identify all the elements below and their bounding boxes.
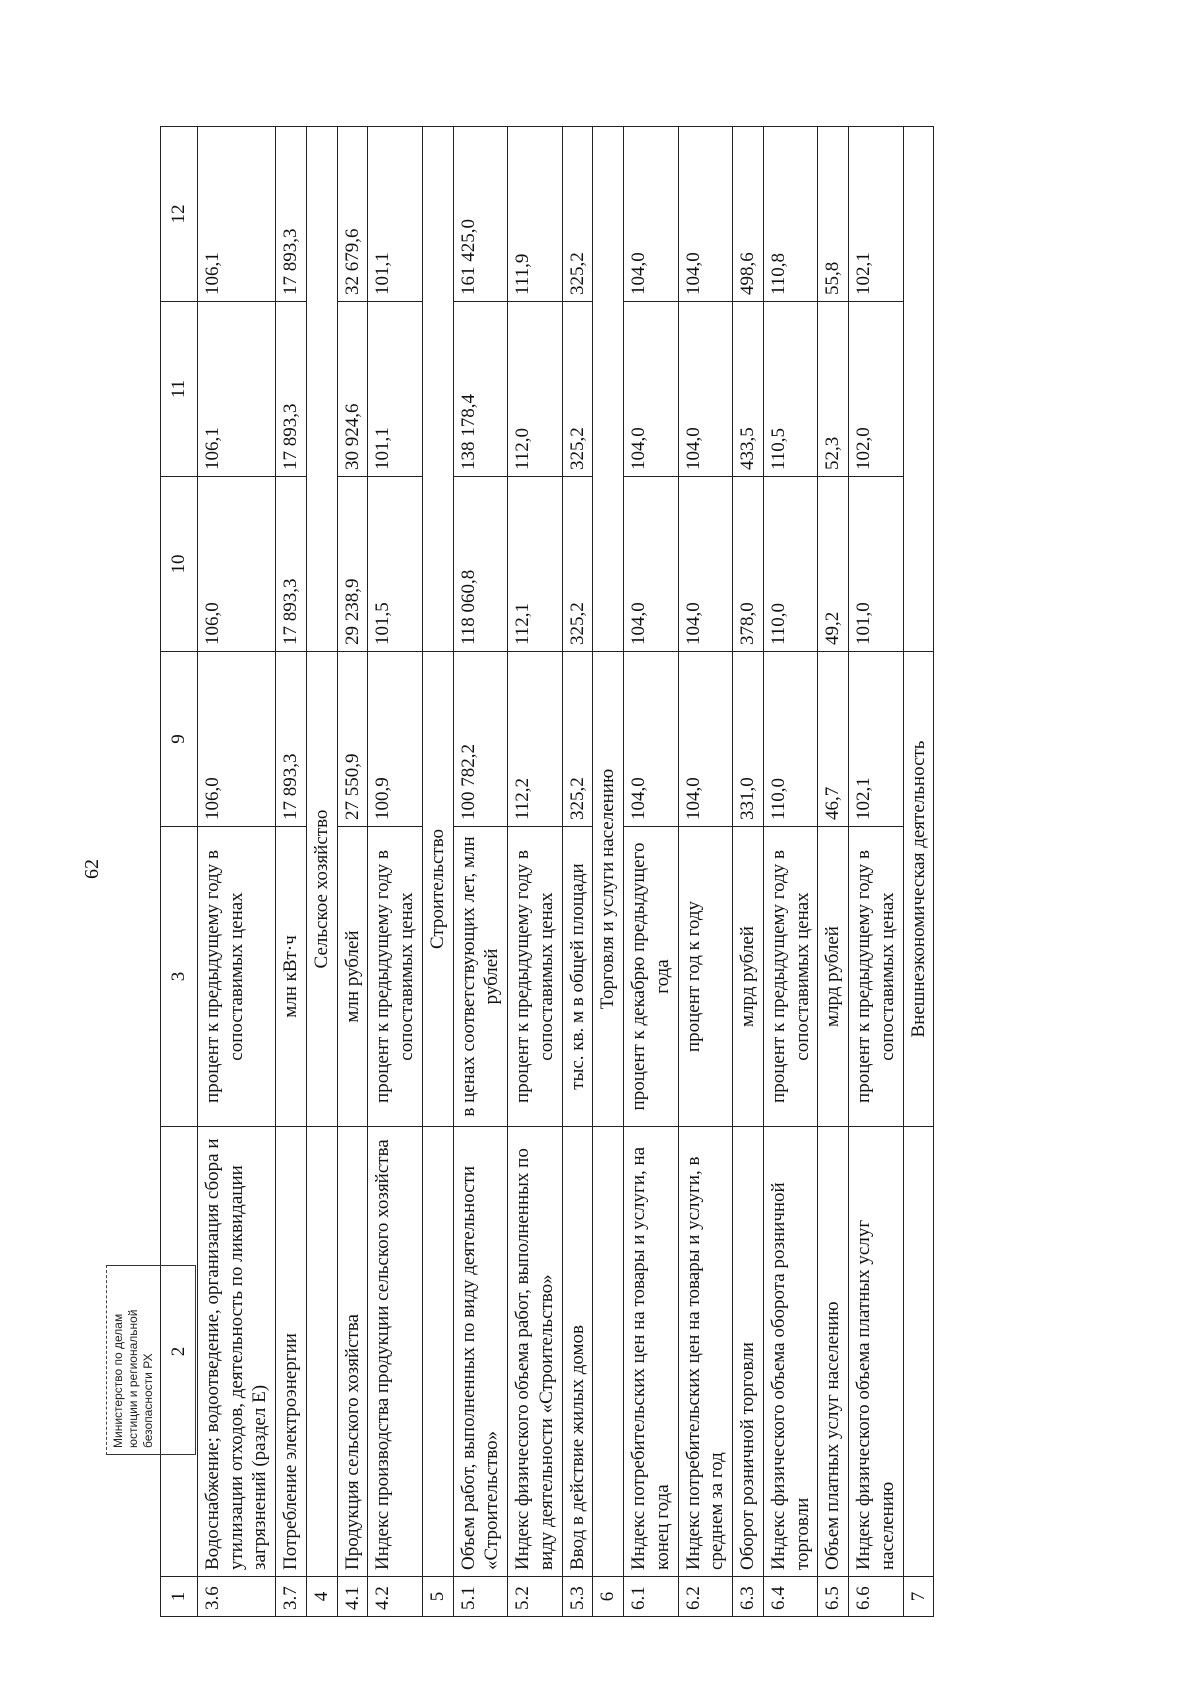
row-number: 5.3 [562, 1577, 593, 1617]
header-cell: 2 [161, 1127, 198, 1577]
value-cell: 325,2 [562, 302, 593, 477]
table-row [368, 127, 423, 1617]
value-cell: 102,1 [849, 127, 904, 302]
indicator-name: Индекс потребительских цен на товары и услуги, в среднем за год [678, 1127, 733, 1577]
page-number: 62 [81, 859, 103, 879]
row-number: 6.3 [733, 1577, 764, 1617]
section-number: 7 [903, 1577, 934, 1617]
unit-of-measure: процент к предыдущему году в сопоставимых ценах [368, 827, 423, 1127]
value-cell: 46,7 [818, 652, 849, 827]
empty-cell [903, 1127, 934, 1577]
table-row [453, 127, 508, 1617]
section-title: Строительство [422, 652, 453, 1127]
value-cell: 101,1 [368, 127, 423, 302]
value-cell: 110,0 [763, 652, 818, 827]
value-cell: 100 782,2 [453, 652, 508, 827]
empty-cell [306, 1127, 337, 1577]
unit-of-measure: процент к декабрю предыдущего года [624, 827, 679, 1127]
value-cell: 104,0 [678, 302, 733, 477]
empty-cell [593, 127, 624, 652]
value-cell: 27 550,9 [337, 652, 368, 827]
row-number: 3.6 [197, 1577, 275, 1617]
section-row [593, 127, 624, 1617]
table-row [678, 127, 733, 1617]
value-cell: 433,5 [733, 302, 764, 477]
indicator-name: Оборот розничной торговли [733, 1127, 764, 1577]
row-number: 6.4 [763, 1577, 818, 1617]
indicator-name: Объем работ, выполненных по виду деятельности «Строительство» [453, 1127, 508, 1577]
value-cell: 111,9 [508, 127, 563, 302]
value-cell: 104,0 [678, 127, 733, 302]
indicator-name: Индекс физического объема платных услуг населению [849, 1127, 904, 1577]
header-cell: 1 [161, 1577, 198, 1617]
value-cell: 17 893,3 [276, 127, 307, 302]
row-number: 6.5 [818, 1577, 849, 1617]
empty-cell [306, 127, 337, 652]
stamp-line: безопасности РХ [141, 1353, 155, 1448]
value-cell: 325,2 [562, 127, 593, 302]
indicators-table [160, 126, 934, 1617]
value-cell: 106,1 [197, 302, 275, 477]
header-cell: 10 [161, 477, 198, 652]
value-cell: 161 425,0 [453, 127, 508, 302]
table-row [624, 127, 679, 1617]
value-cell: 100,9 [368, 652, 423, 827]
indicator-name: Водоснабжение; водоотведение, организация сбора и утилизации отходов, деятельность по ликвидации загрязнений (раздел E) [197, 1127, 275, 1577]
unit-of-measure: млрд рублей [733, 827, 764, 1127]
value-cell: 102,1 [849, 652, 904, 827]
header-cell: 9 [161, 652, 198, 827]
indicator-name: Продукция сельского хозяйства [337, 1127, 368, 1577]
value-cell: 101,5 [368, 477, 423, 652]
unit-of-measure: млрд рублей [818, 827, 849, 1127]
unit-of-measure: процент к предыдущему году в сопоставимых ценах [508, 827, 563, 1127]
value-cell: 104,0 [624, 652, 679, 827]
value-cell: 52,3 [818, 302, 849, 477]
value-cell: 325,2 [562, 477, 593, 652]
value-cell: 104,0 [678, 477, 733, 652]
value-cell: 106,0 [197, 477, 275, 652]
table-row [276, 127, 307, 1617]
row-number: 6.6 [849, 1577, 904, 1617]
value-cell: 106,0 [197, 652, 275, 827]
unit-of-measure: в ценах соответствующих лет, млн рублей [453, 827, 508, 1127]
empty-cell [903, 127, 934, 652]
section-row [422, 127, 453, 1617]
empty-cell [422, 1127, 453, 1577]
registration-stamp [106, 1265, 196, 1455]
value-cell: 101,0 [849, 477, 904, 652]
stamp-line: Министерство по делам [111, 1313, 125, 1448]
row-number: 5.1 [453, 1577, 508, 1617]
value-cell: 112,1 [508, 477, 563, 652]
unit-of-measure: процент к предыдущему году в сопоставимых ценах [197, 827, 275, 1127]
row-number: 6.1 [624, 1577, 679, 1617]
row-number: 3.7 [276, 1577, 307, 1617]
value-cell: 112,2 [508, 652, 563, 827]
value-cell: 118 060,8 [453, 477, 508, 652]
unit-of-measure: тыс. кв. м в общей площади [562, 827, 593, 1127]
row-number: 6.2 [678, 1577, 733, 1617]
value-cell: 498,6 [733, 127, 764, 302]
value-cell: 104,0 [624, 302, 679, 477]
table-row [337, 127, 368, 1617]
header-cell: 3 [161, 827, 198, 1127]
value-cell: 17 893,3 [276, 652, 307, 827]
stamp-line: юстиции и региональной [126, 1309, 140, 1448]
section-number: 4 [306, 1577, 337, 1617]
table-row [733, 127, 764, 1617]
empty-cell [593, 1127, 624, 1577]
empty-cell [422, 127, 453, 652]
table-row [197, 127, 275, 1617]
indicator-name: Индекс производства продукции сельского хозяйства [368, 1127, 423, 1577]
value-cell: 30 924,6 [337, 302, 368, 477]
value-cell: 17 893,3 [276, 302, 307, 477]
value-cell: 110,8 [763, 127, 818, 302]
value-cell: 55,8 [818, 127, 849, 302]
table-row [763, 127, 818, 1617]
unit-of-measure: процент к предыдущему году в сопоставимых ценах [763, 827, 818, 1127]
value-cell: 49,2 [818, 477, 849, 652]
indicator-name: Потребление электроэнергии [276, 1127, 307, 1577]
section-row [903, 127, 934, 1617]
indicator-name: Объем платных услуг населению [818, 1127, 849, 1577]
value-cell: 138 178,4 [453, 302, 508, 477]
value-cell: 101,1 [368, 302, 423, 477]
section-title: Торговля и услуги населению [593, 652, 624, 1127]
unit-of-measure: млн кВт·ч [276, 827, 307, 1127]
indicator-name: Ввод в действие жилых домов [562, 1127, 593, 1577]
section-title: Сельское хозяйство [306, 652, 337, 1127]
header-cell: 11 [161, 302, 198, 477]
indicator-name: Индекс физического объема работ, выполненных по виду деятельности «Строительство» [508, 1127, 563, 1577]
unit-of-measure: млн рублей [337, 827, 368, 1127]
value-cell: 378,0 [733, 477, 764, 652]
row-number: 4.1 [337, 1577, 368, 1617]
value-cell: 29 238,9 [337, 477, 368, 652]
section-title: Внешнеэкономическая деятельность [903, 652, 934, 1127]
value-cell: 104,0 [624, 477, 679, 652]
value-cell: 325,2 [562, 652, 593, 827]
value-cell: 17 893,3 [276, 477, 307, 652]
value-cell: 104,0 [678, 652, 733, 827]
value-cell: 106,1 [197, 127, 275, 302]
indicator-name: Индекс физического объема оборота розничной торговли [763, 1127, 818, 1577]
rotated-table-wrapper [160, 127, 1055, 1617]
unit-of-measure: процент к предыдущему году в сопоставимых ценах [849, 827, 904, 1127]
table-row [562, 127, 593, 1617]
indicator-name: Индекс потребительских цен на товары и услуги, на конец года [624, 1127, 679, 1577]
value-cell: 104,0 [624, 127, 679, 302]
unit-of-measure: процент год к году [678, 827, 733, 1127]
row-number: 4.2 [368, 1577, 423, 1617]
table-row [508, 127, 563, 1617]
header-cell: 12 [161, 127, 198, 302]
value-cell: 32 679,6 [337, 127, 368, 302]
value-cell: 102,0 [849, 302, 904, 477]
value-cell: 110,0 [763, 477, 818, 652]
table-row [849, 127, 904, 1617]
section-number: 5 [422, 1577, 453, 1617]
row-number: 5.2 [508, 1577, 563, 1617]
table-row [818, 127, 849, 1617]
value-cell: 112,0 [508, 302, 563, 477]
section-number: 6 [593, 1577, 624, 1617]
value-cell: 331,0 [733, 652, 764, 827]
section-row [306, 127, 337, 1617]
value-cell: 110,5 [763, 302, 818, 477]
